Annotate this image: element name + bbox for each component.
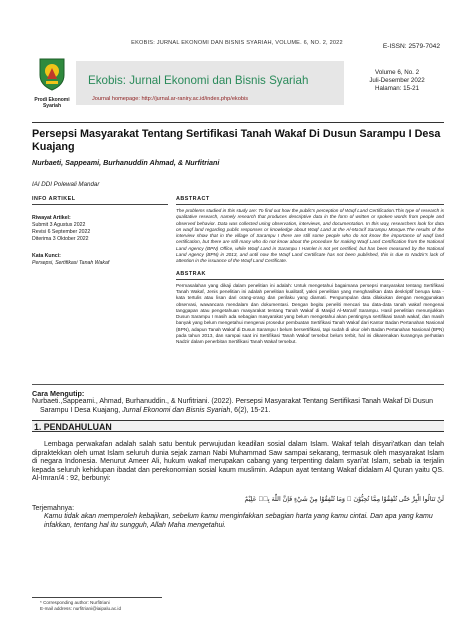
- footnote-author: * Corresponding author: Nurfitriani: [40, 600, 110, 605]
- article-affiliation: IAI DDI Polewali Mandar: [32, 181, 100, 188]
- article-info-column: [32, 196, 168, 267]
- issn: E-ISSN: 2579-7042: [382, 43, 440, 50]
- citation-main: Nurbaeti.,Sappeami., Ahmad, Burhanuddin., & Nurfitriani. (2022). Persepsi Masyarakat Tentang Sertifikasi Tanah Wakaf Di Dusun Sarampu I Desa Kuajang,: [32, 398, 434, 414]
- citation-heading: Cara Mengutip:: [32, 389, 85, 398]
- logo-caption-line2: Syariah: [42, 103, 62, 109]
- running-head: EKOBIS: JURNAL EKONOMI DAN BISNIS SYARIAH, VOLUME. 6, NO. 2, 2022: [131, 40, 343, 46]
- history-label: Riwayat Artikel:: [32, 215, 71, 221]
- revised-date: Revisi 6 September 2022: [32, 229, 91, 235]
- abstrak-heading: ABSTRAK: [176, 271, 444, 280]
- section-title: 1. PENDAHULUAN: [34, 422, 112, 432]
- keywords-label: Kata Kunci:: [32, 253, 61, 259]
- masthead: [32, 55, 444, 119]
- article-authors: Nurbaeti, Sappeami, Burhanuddin Ahmad, & Nurfitriani: [32, 158, 220, 167]
- abstract-column: [176, 196, 444, 346]
- logo-box: [32, 57, 72, 109]
- footnote-divider: [32, 597, 162, 598]
- volume-line3: Halaman: 15-21: [374, 85, 420, 92]
- citation-text: [32, 398, 444, 415]
- accepted-date: Diterima 3 Oktober 2022: [32, 236, 89, 242]
- abstract-heading: ABSTRACT: [176, 196, 444, 205]
- keywords: Persepsi, Sertifikasi Tanah Wakaf: [32, 260, 110, 266]
- journal-band: [76, 61, 344, 105]
- abstract-indonesian: Permasalahan yang dikaji dalam penelitian ini adalah: Untuk mengetahui bagaimana persepsi masyarakat tentang Sertifikasi Tanah Wakaf, Jenis penelitian ini adalah penelitian kualitatif, yakni penelitian yang menghasilkan data deskriptif berupa kata - kata tertulis atau lisan dari orang-orang dan perilaku yang diamati. Pengumpulan data dilakukan dengan menggunakan observasi, wawancara mendalam dan dokumentasi. Dengan begitu peneliti mencari tau data-data tanah wakaf mengenai tanggapan atau pengetahuan masyarakat tentang Tanah Wakaf di Masjid Al-Ma'arif Sarampu. Hasil penelitian menunjukkan Dusun Sarampu I masih ada sebagian masyarakat yang belum mengetahui akan pentingnya sertifikasi tanah wakaf, dan masih banyak yang belum mengetahui mengenai prosedur pembuatan Sertifikasi Tanah Wakaf dari Kantor Badan Pertanahan Nasional (BPN), adapun Tanah Wakaf di Dusun Sarampu I belum bersertifikasi, tapi sudah di ukur oleh Badan Pertanahan Nasional (BPN) pada tahun 2013, dan sampai saat ini Sertifikasi Tanah Wakaf tersebut belum terbit, hal ini dikarenakan kurangnya perhatian Nadzir dalam penerbitan Sertifikasi Tanah Wakaf tersebut.: [176, 282, 444, 345]
- article-title: Persepsi Masyarakat Tentang Sertifikasi Tanah Wakaf Di Dusun Sarampu I Desa Kuajang: [32, 128, 441, 153]
- journal-homepage-link[interactable]: Journal homepage: http://jurnal.ar-raniry.ac.id/index.php/ekobis: [92, 96, 248, 102]
- abstract-divider: [32, 384, 444, 385]
- abstract-english: The problems studied in this study are: To find out how the public's perception of Waqf Land Certification.This type of research is qualitative research, namely research that produces descriptive data in the form of written or spoken words from people and observed behavior. Data was collected using observation, interviews, and documentation. In this way, researchers look for data on waqf land regarding public responses or knowledge about Waqf Land at the Al-Ma'arif Sarampu Mosque.The results of the interview show that in the village of Sarampu I there are still some people who do not know the importance of waqf land certification, but there are still many who do not know about the procedure for making Waqf Land Certification from the National Land Agency (BPN) Office, while Waqf Land in Sarampu I Hamlet is not yet certified, but has been measured by the National Land Agency (BPN) in 2013, and until now the Waqf Land Certificate has not been published, this is due to Nadzir's lack of attention in the issuance of the Waqf Land Certificate.: [176, 208, 444, 264]
- translation-label: Terjemahnya:: [32, 505, 75, 512]
- intro-paragraph: Lembaga perwakafan adalah salah satu bentuk perwujudan keadilan sosial dalam Islam. Wakaf telah disyari'atkan dan telah dipraktekkan oleh umat Islam seluruh dunia sejak zaman Nabi Muhammad Saw sampai sekarang, termasuk oleh masyarakat Islam di negara Indonesia. Menurut Ameer Ali, hukum wakaf merupakan cabang yang terpenting dalam syari'at Islam, sebab ia terjalin kepada seluruh kehidupan ibadat dan perekonomian sosial kaum muslimin. Adapun ayat tentang Wakaf didalam Al Quran yaitu QS. Al-Imran/4 : 92, berbunyi:: [32, 441, 444, 483]
- section-header: [32, 420, 444, 432]
- journal-title: Ekobis: Jurnal Ekonomi dan Bisnis Syariah: [88, 74, 309, 87]
- logo-caption: [32, 97, 72, 109]
- citation-end: , 6(2), 15-21.: [230, 406, 271, 414]
- university-logo-icon: [38, 57, 66, 91]
- header-divider: [32, 122, 444, 123]
- volume-line1: Volume 6, No. 2: [374, 69, 420, 76]
- info-heading: INFO ARTIKEL: [32, 196, 168, 205]
- volume-line2: Juli-Desember 2022: [369, 77, 425, 84]
- keywords-block: [32, 253, 168, 267]
- translation-text: Kamu tidak akan memperoleh kebajikan, sebelum kamu menginfakkan sebagian harta yang kamu cintai. Dan apa yang kamu infakkan, tentang hal itu sungguh, Allah Maha mengetahui.: [44, 513, 433, 529]
- logo-caption-line1: Prodi Ekonomi: [34, 97, 70, 103]
- submitted-date: Submit 3 Agustus 2022: [32, 222, 86, 228]
- article-history: [32, 215, 168, 243]
- footnote: [40, 600, 121, 612]
- quran-verse: لَنْ تَنَالُوا الْبِرَّ حَتّٰى تُنْفِقُوْا مِمَّا تُحِبُّوْنَ ۗ وَمَا تُنْفِقُوْا مِنْ شَيْءٍ فَاِنَّ اللّٰهَ بِهٖ عَلِيْمٌ: [244, 496, 444, 503]
- footnote-email: E-mail address: nurfitriani@iaipalu.ac.id: [40, 606, 122, 611]
- volume-info: [350, 69, 444, 93]
- citation-journal: Jurnal Ekonomi dan Bisnis Syariah: [122, 406, 231, 414]
